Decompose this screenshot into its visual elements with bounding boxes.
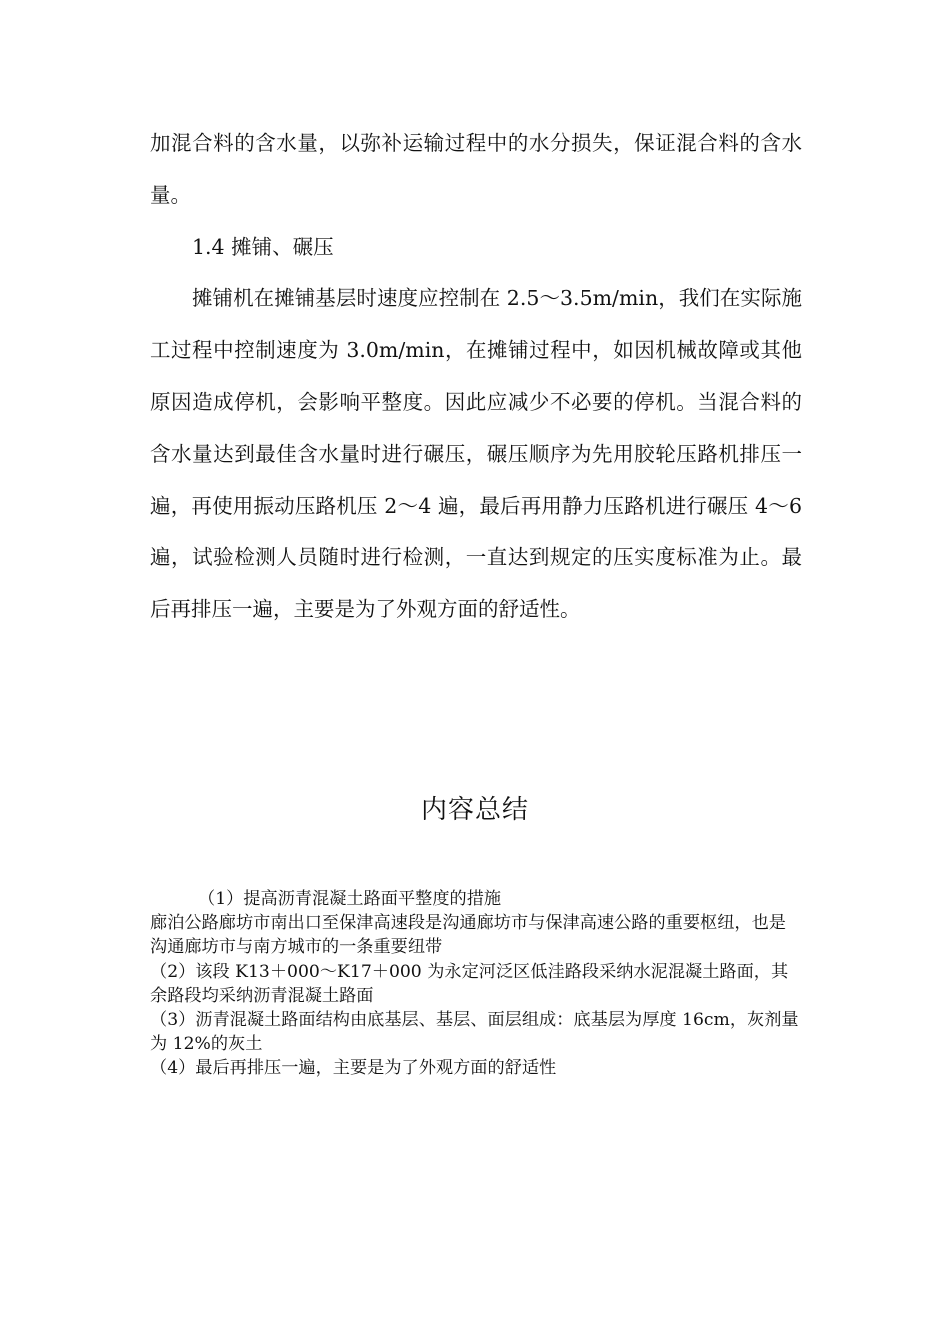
paragraph-continuation: 加混合料的含水量，以弥补运输过程中的水分损失，保证混合料的含水量。: [150, 131, 802, 207]
summary-item: 廊泊公路廊坊市南出口至保津高速段是沟通廊坊市与保津高速公路的重要枢纽，也是沟通廊坊市与南方城市的一条重要纽带: [150, 913, 786, 958]
summary-item: （2）该段 K13＋000～K17＋000 为永定河泛区低洼路段采纳水泥混凝土路面，其余路段均采纳沥青混凝土路面: [150, 961, 789, 1006]
summary-title: 内容总结: [420, 795, 529, 825]
section-heading: 1.4 摊铺、碾压: [192, 234, 334, 259]
summary-item: （4）最后再排压一遍，主要是为了外观方面的舒适性: [150, 1058, 557, 1079]
summary-item: （1）提高沥青混凝土路面平整度的措施: [198, 889, 502, 909]
paragraph-paving-compaction: 摊铺机在摊铺基层时速度应控制在 2.5～3.5m/min，我们在实际施工过程中控制速度为 3.0m/min，在摊铺过程中，如因机械故障或其他原因造成停机，会影响平整度。因此应减少不必要的停机。当混合料的含水量达到最佳含水量时进行碾压，碾压顺序为先用胶轮压路机排压一遍，再使用振动压路机压 2～4 遍，最后再用静力压路机进行碾压 4～6 遍，试验检测人员随时进行检测，一直达到规定的压实度标准为止。最后再排压一遍，主要是为了外观方面的舒适性。: [150, 286, 802, 622]
summary-list: [150, 887, 802, 1081]
summary-item: （3）沥青混凝土路面结构由底基层、基层、面层组成：底基层为厚度 16cm，灰剂量为 12%的灰土: [150, 1010, 799, 1055]
body-text: [150, 118, 802, 636]
